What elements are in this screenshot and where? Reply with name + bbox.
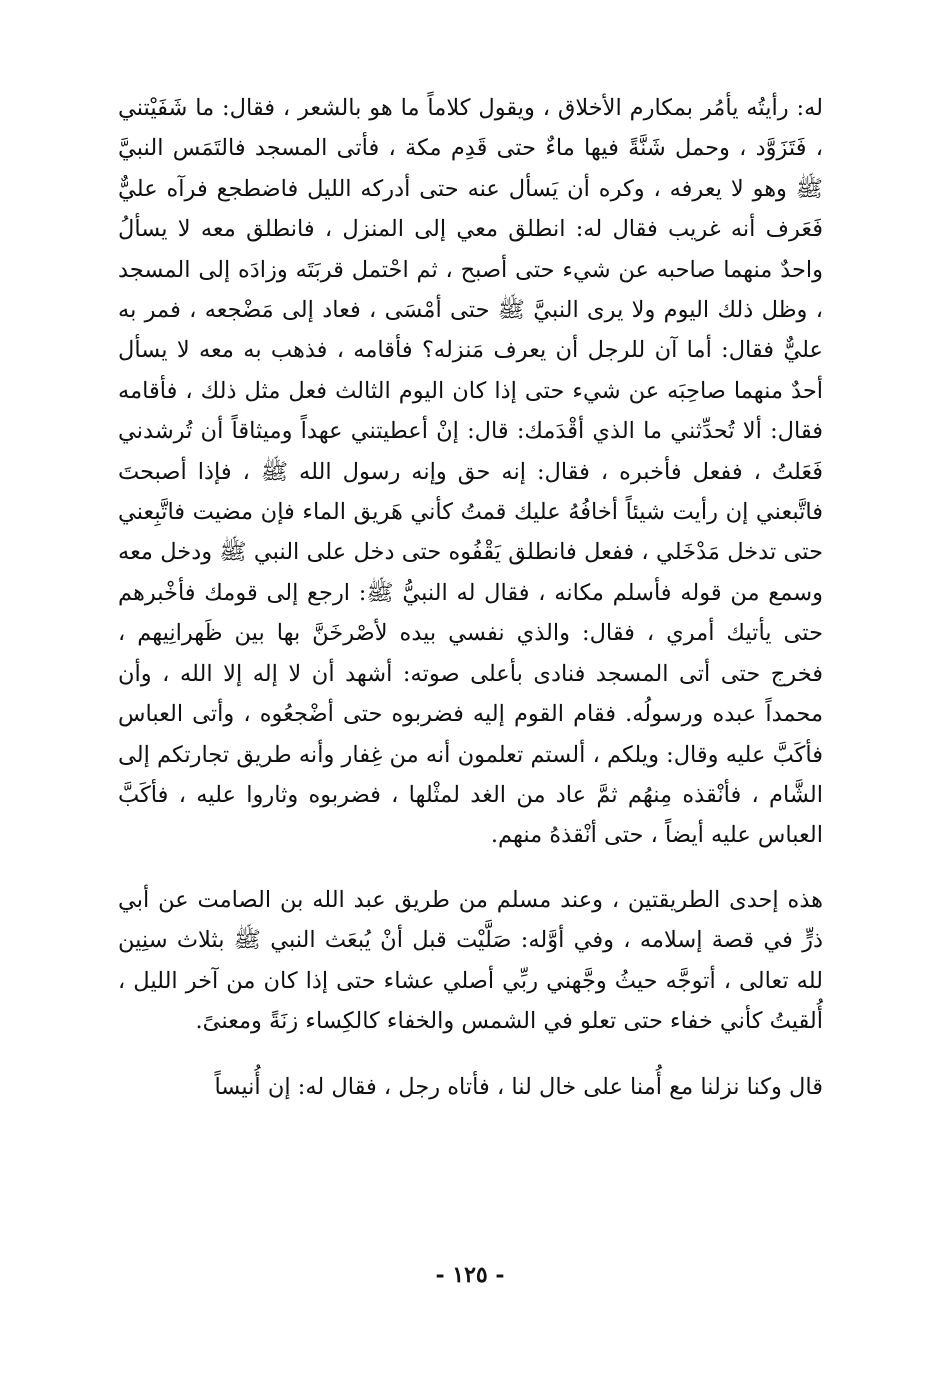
page-number: - ١٢٥ -	[435, 1262, 505, 1288]
paragraph-continuation: قال وكنا نزلنا مع أُمنا على خال لنا ، فأتاه رجل ، فقال له: إن أُنيساً	[214, 1074, 823, 1101]
paragraph-main-narration: له: رأيتُه يأمُر بمكارم الأخلاق ، ويقول كلاماً ما هو بالشعر ، فقال: ما شَفَيْتني ، فَتَزَوَّد ، وحمل شَنَّةً فيها ماءٌ حتى قَدِم مكة ، فأتى المسجد فالتَمَس النبيَّ ﷺ وهو لا يعرفه ، وكره أن يَسأل عنه حتى أدركه الليل فاضطجع فرآه عليٌّ فَعَرف أنه غريب فقال له: انطلق معي إلى المنزل ، فانطلق معه لا يسألُ واحدٌ منهما صاحبه عن شيء حتى أصبح ، ثم احْتمل قربَتَه وزادَه إلى المسجد ، وظل ذلك اليوم ولا يرى النبيَّ ﷺ حتى أمْسَى ، فعاد إلى مَضْجعه ، فمر به عليٌّ فقال: أما آن للرجل أن يعرف مَنزله؟ فأقامه ، فذهب به معه لا يسأل أحدٌ منهما صاحِبَه عن شيء حتى إذا كان اليوم الثالث فعل مثل ذلك ، فأقامه فقال: ألا تُحدِّثني ما الذي أقْدَمك: قال: إنْ أعطيتني عهداً وميثاقاً أن تُرشدني فَعَلتُ ، ففعل فأخبره ، فقال: إنه حق وإنه رسول الله ﷺ ، فإذا أصبحتَ فاتَّبعني إن رأيت شيئاً أخافُهُ عليك قمتُ كأني هَريق الماء فإن مضيت فاتَّبِعني حتى تدخل مَدْخَلي ، ففعل فانطلق يَقْفُوه حتى دخل على النبي ﷺ ودخل معه وسمع من قوله فأسلم مكانه ، فقال له النبيُّ ﷺ: ارجع إلى قومك فأخْبرهم حتى يأتيك أمري ، فقال: والذي نفسي بيده لأصْرخَنَّ بها بين ظَهرانِيهم ، فخرج حتى أتى المسجد فنادى بأعلى صوته: أشهد أن لا إله إلا الله ، وأن محمداً عبده ورسولُه. فقام القوم إليه فضربوه حتى أضْجعُوه ، وأتى العباس فأكَبَّ عليه وقال: ويلكم ، ألستم تعلمون أنه من غِفار وأنه طريق تجارتكم إلى الشَّام ، فأنْقذه مِنهُم ثمَّ عاد من الغد لمثْلها ، فضربوه وثاروا عليه ، فأكَبَّ العباس عليه أيضاً ، حتى أنْقذهُ منهم.	[118, 95, 823, 849]
paragraph-second-narration: هذه إحدى الطريقتين ، وعند مسلم من طريق عبد الله بن الصامت عن أبي ذرٍّ في قصة إسلامه ، وفي أوَّله: صَلَّيْت قبل أنْ يُبعَث النبي ﷺ بثلاث سنِين لله تعالى ، أتوجَّه حيثُ وجَّهني ربِّي أصلي عشاء حتى إذا كان من آخر الليل ، أُلقيتُ كأني خفاء حتى تعلو في الشمس والخفاء كالكِساء زنَةً ومعنىً.	[118, 886, 823, 1034]
page-body	[118, 88, 823, 1108]
